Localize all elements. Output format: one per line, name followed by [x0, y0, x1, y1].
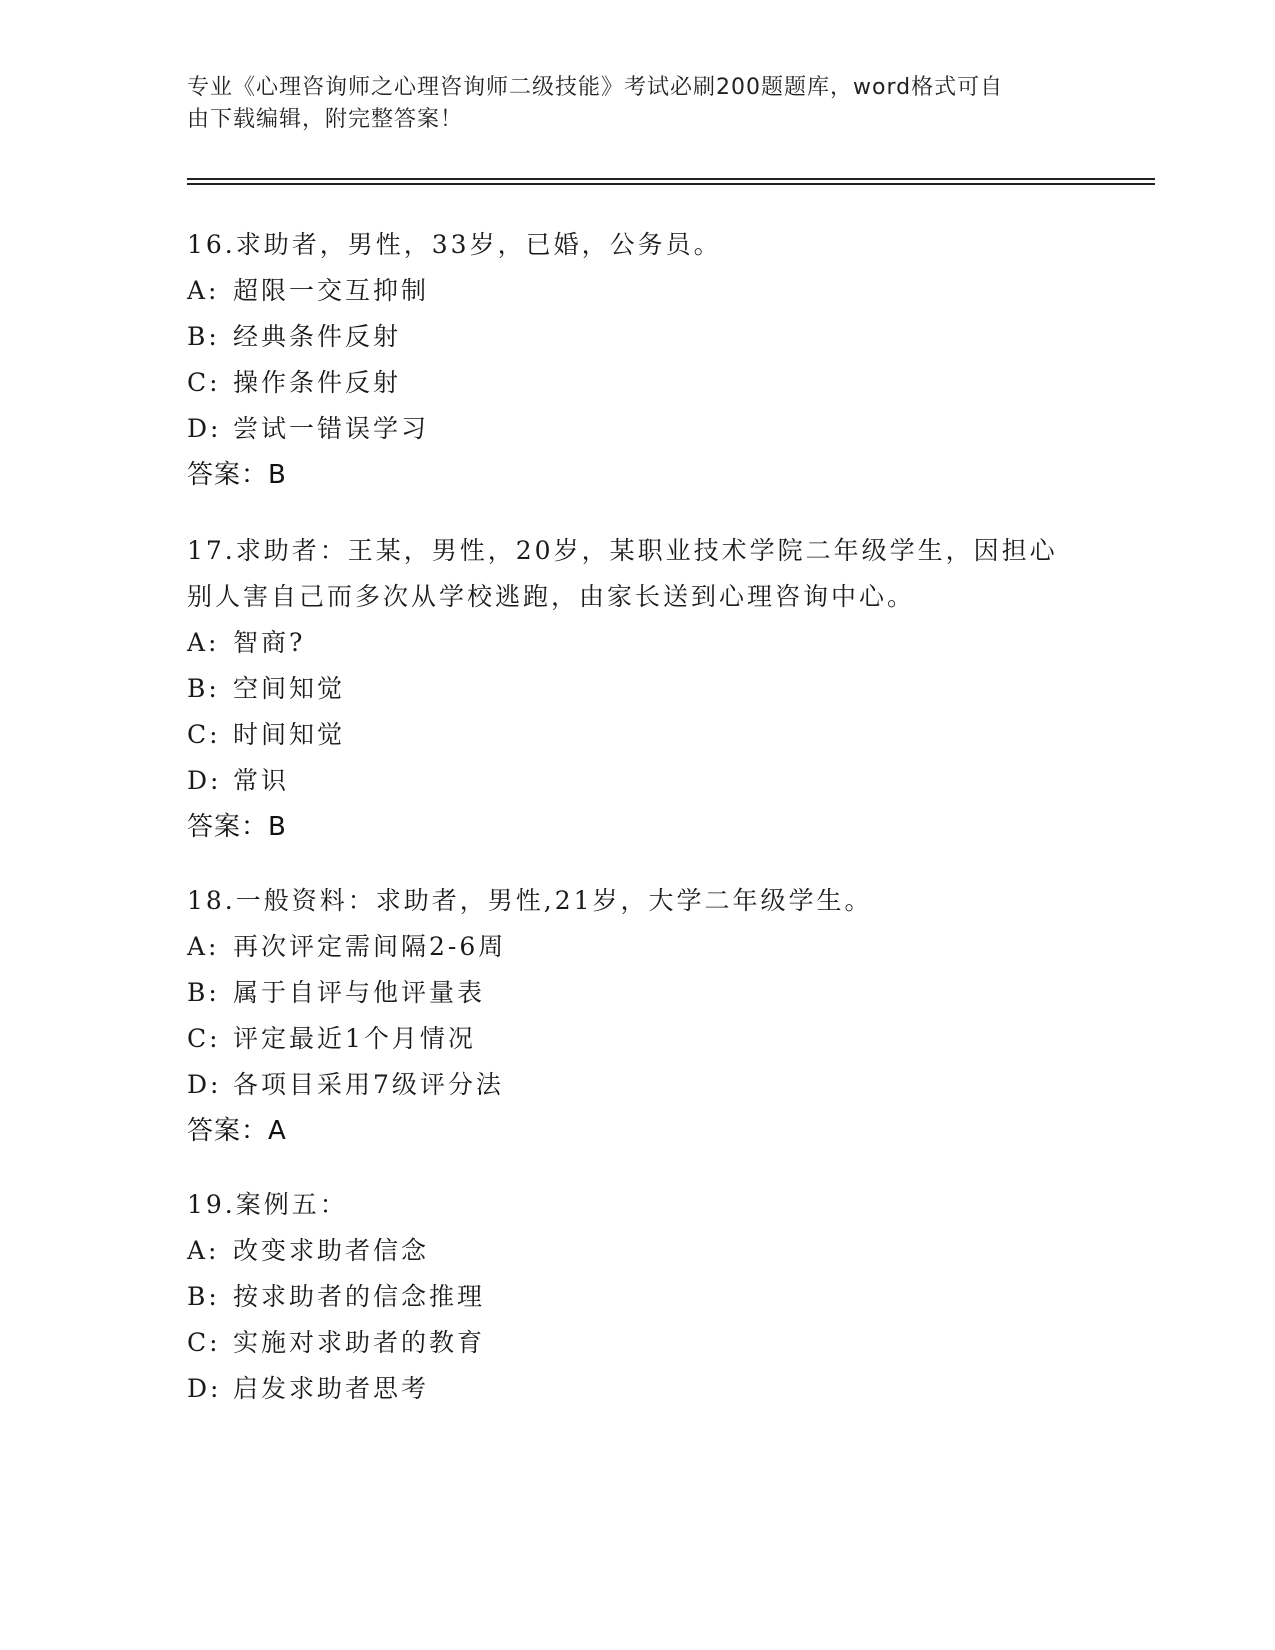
option-b [187, 1274, 1087, 1320]
header-line-1: 专业《心理咨询师之心理咨询师二级技能》考试必刷200题题库，word格式可自 [187, 75, 1004, 100]
option-letter: D: [187, 1374, 222, 1403]
option-letter: B: [187, 322, 220, 351]
option-letter: D: [187, 766, 222, 795]
option-c [187, 1016, 1087, 1062]
option-letter: C: [187, 720, 221, 749]
option-d [187, 406, 1087, 452]
option-d [187, 758, 1087, 804]
option-letter: D: [187, 414, 222, 443]
option-a [187, 268, 1087, 314]
option-letter: A: [187, 276, 220, 305]
answer-key: 答案：B [187, 812, 287, 842]
option-letter: C: [187, 368, 221, 397]
option-c [187, 1320, 1087, 1366]
header-divider-bottom [187, 183, 1155, 185]
option-letter: C: [187, 1328, 221, 1357]
option-c [187, 360, 1087, 406]
option-b [187, 666, 1087, 712]
option-letter: B: [187, 674, 220, 703]
answer-key: 答案：A [187, 1116, 287, 1146]
question-stem: 19.案例五： [187, 1190, 348, 1219]
question-17 [187, 528, 1087, 850]
option-letter: B: [187, 1282, 220, 1311]
option-letter: A: [187, 628, 220, 657]
option-letter: D: [187, 1070, 222, 1099]
option-text: 空间知觉 [233, 674, 346, 703]
header-divider-top [187, 178, 1155, 180]
option-d [187, 1062, 1087, 1108]
option-text: 评定最近1个月情况 [233, 1024, 476, 1053]
question-stem-line-2: 别人害自己而多次从学校逃跑，由家长送到心理咨询中心。 [187, 582, 916, 611]
option-text: 各项目采用7级评分法 [233, 1070, 504, 1099]
option-text: 启发求助者思考 [233, 1374, 430, 1403]
option-b [187, 314, 1087, 360]
option-letter: B: [187, 978, 220, 1007]
option-text: 智商? [233, 628, 306, 657]
option-letter: C: [187, 1024, 221, 1053]
question-16 [187, 222, 1087, 498]
option-text: 实施对求助者的教育 [233, 1328, 486, 1357]
question-stem: 16.求助者，男性，33岁，已婚，公务员。 [187, 230, 722, 259]
option-c [187, 712, 1087, 758]
answer-key: 答案：B [187, 460, 287, 490]
option-text: 常识 [233, 766, 290, 795]
question-18 [187, 878, 1087, 1154]
option-text: 按求助者的信念推理 [233, 1282, 486, 1311]
header-line-2: 由下载编辑，附完整答案！ [187, 107, 464, 132]
option-text: 经典条件反射 [233, 322, 402, 351]
option-text: 属于自评与他评量表 [233, 978, 486, 1007]
question-stem-line-1: 17.求助者：王某，男性，20岁，某职业技术学院二年级学生，因担心 [187, 536, 1058, 565]
option-text: 改变求助者信念 [233, 1236, 430, 1265]
option-text: 操作条件反射 [233, 368, 402, 397]
option-a [187, 1228, 1087, 1274]
option-letter: A: [187, 932, 220, 961]
option-text: 尝试一错误学习 [233, 414, 430, 443]
option-d [187, 1366, 1087, 1412]
question-19 [187, 1182, 1087, 1412]
option-a [187, 620, 1087, 666]
question-stem: 18.一般资料：求助者，男性,21岁，大学二年级学生。 [187, 886, 873, 915]
option-text: 时间知觉 [233, 720, 346, 749]
document-header [187, 72, 1067, 136]
option-b [187, 970, 1087, 1016]
option-text: 再次评定需间隔2-6周 [233, 932, 507, 961]
option-text: 超限一交互抑制 [233, 276, 430, 305]
option-letter: A: [187, 1236, 220, 1265]
option-a [187, 924, 1087, 970]
